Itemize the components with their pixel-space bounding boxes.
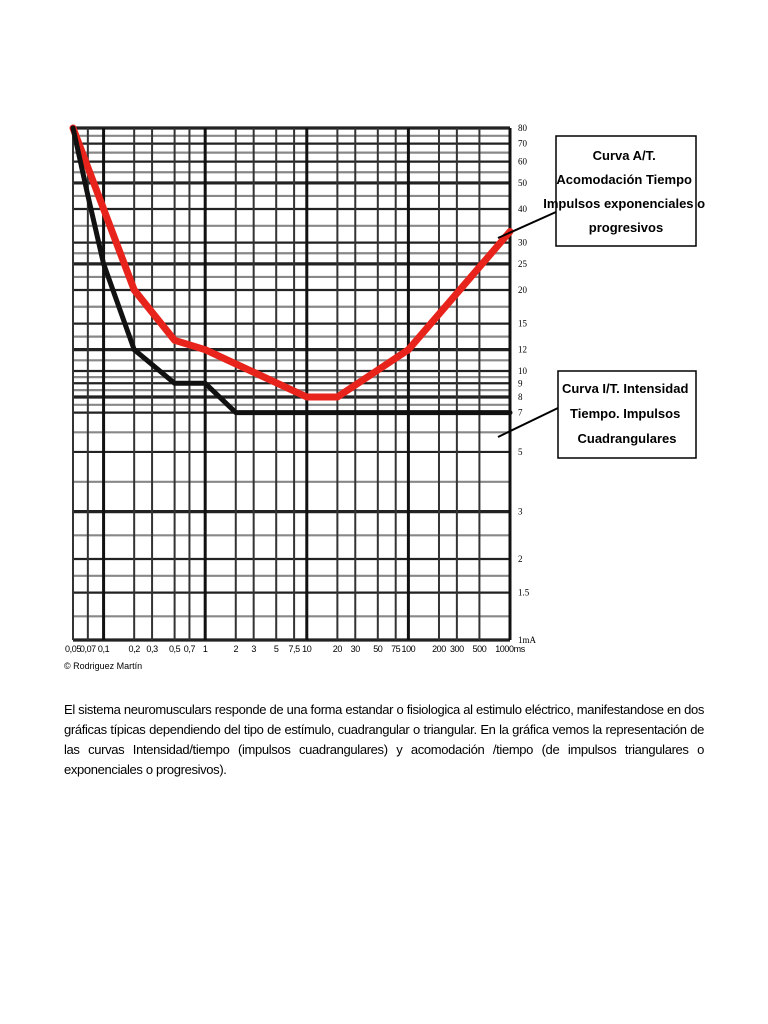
x-axis-ticks: [65, 644, 526, 654]
x-tick-label: 300: [449, 644, 464, 654]
svg-text:Curva I/T. Intensidad Ti: [562, 381, 692, 446]
annotation-at-line: Impulsos exponenciales o: [543, 196, 706, 211]
caption-text: El sistema neuromusculars responde de una forma estandar o fisiologica al estimulo eléctrico, manifestandose en dos gráficas típicas dependiendo del tipo de estímulo, cuadrangular o triangular. En la gráfica vemos la representación de las curvas Intensidad/tiempo (impulsos cuadrangulares) y acomodación /tiempo (de impulsos triangulares o exponenciales o progresivos).: [64, 702, 704, 777]
y-tick-label: 50: [518, 177, 527, 188]
y-tick-label: 15: [518, 318, 527, 329]
chart-grid: [73, 128, 510, 640]
x-tick-label: 1000ms: [495, 644, 525, 654]
annotation-it-line: Cuadrangulares: [577, 431, 677, 446]
x-tick-label: 3: [251, 644, 256, 654]
annotation-at-line: Acomodación Tiempo: [556, 172, 692, 187]
annotation-it-line: Curva I/T. Intensidad: [561, 381, 689, 396]
y-tick-label: 60: [518, 156, 527, 167]
y-tick-label: 20: [518, 284, 527, 295]
annotation-at-line: progresivos: [588, 220, 664, 235]
annotation-it: [498, 371, 696, 458]
x-tick-label: 1: [202, 644, 208, 654]
x-tick-label: 75: [391, 644, 401, 654]
y-tick-label: 1.5: [518, 587, 530, 598]
y-tick-label: 1mA: [518, 635, 536, 645]
x-tick-label: 10: [302, 644, 312, 654]
x-tick-label: 500: [472, 644, 487, 654]
x-tick-label: 0,1: [97, 644, 110, 654]
x-tick-label: 0,7: [183, 644, 196, 654]
y-tick-label: 40: [518, 203, 527, 214]
y-tick-label: 80: [518, 123, 527, 133]
y-axis-ticks: [518, 123, 537, 645]
y-tick-label: 30: [518, 237, 527, 248]
x-tick-label: 0,3: [146, 644, 158, 654]
annotation-at: [498, 136, 709, 246]
x-tick-label: 2: [233, 644, 239, 654]
x-tick-label: 7,5: [288, 644, 300, 654]
x-tick-label: 20: [332, 644, 342, 654]
credit-text: © Rodriguez Martín: [64, 661, 143, 671]
y-tick-label: 9: [518, 378, 523, 389]
y-tick-label: 10: [518, 365, 527, 376]
y-tick-label: 70: [518, 138, 527, 149]
x-tick-label: 30: [350, 644, 360, 654]
annotation-it-line: Tiempo. Impulsos: [570, 406, 681, 421]
x-tick-label: 0,5: [168, 644, 181, 654]
x-tick-label: 100: [401, 644, 416, 654]
annotation-at-line: Curva A/T.: [592, 148, 656, 163]
x-tick-label: 50: [373, 644, 383, 654]
y-tick-label: 5: [518, 446, 523, 457]
y-tick-label: 12: [518, 344, 527, 355]
x-tick-label: 0,05: [65, 644, 81, 654]
x-tick-label: 200: [432, 644, 446, 654]
y-tick-label: 8: [518, 392, 523, 403]
x-tick-label: 0,2: [128, 644, 140, 654]
y-tick-label: 3: [518, 506, 523, 517]
x-tick-label: 5: [273, 644, 279, 654]
y-tick-label: 25: [518, 258, 527, 269]
x-tick-label: 0,07: [79, 644, 96, 654]
y-tick-label: 7: [518, 407, 523, 418]
y-tick-label: 2: [518, 554, 523, 565]
